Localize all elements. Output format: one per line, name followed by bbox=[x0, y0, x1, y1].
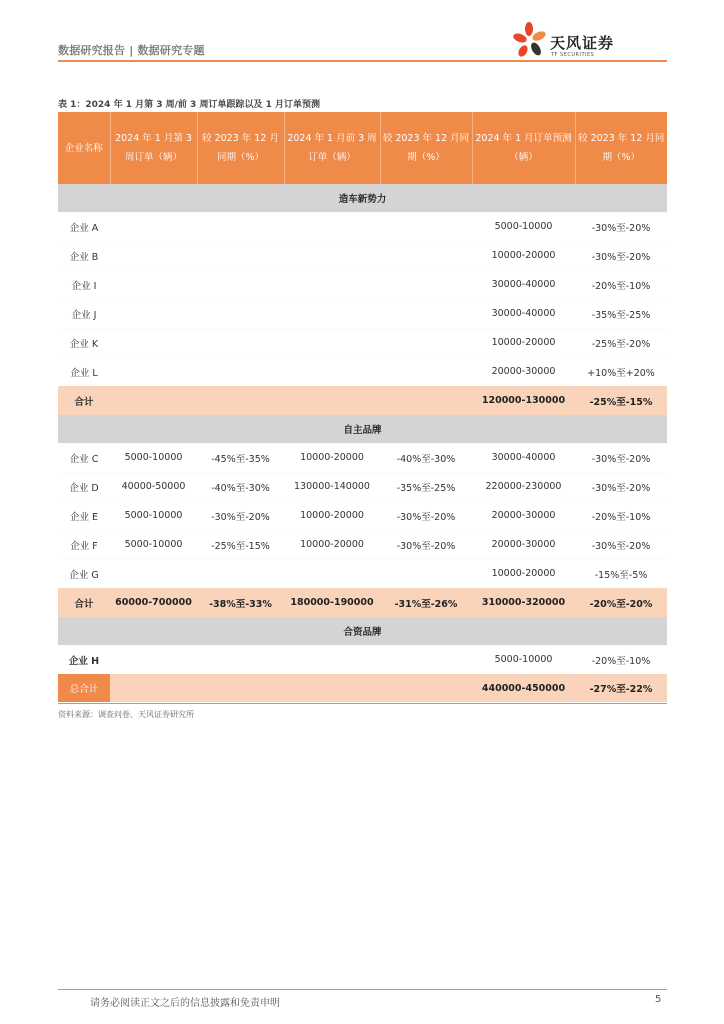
table-cell: 企业 A bbox=[58, 212, 110, 241]
column-header: 较 2023 年 12 月同期（%） bbox=[380, 112, 472, 184]
table-cell: 20000-30000 bbox=[472, 357, 575, 386]
table-cell bbox=[197, 328, 284, 357]
logo-flower-icon bbox=[510, 20, 550, 60]
table-cell bbox=[380, 241, 472, 270]
table-cell bbox=[284, 299, 380, 328]
column-header: 2024 年 1 月订单预测（辆） bbox=[472, 112, 575, 184]
table-cell: 企业 J bbox=[58, 299, 110, 328]
table-row bbox=[58, 530, 667, 559]
column-header: 较 2023 年 12 月同期（%） bbox=[197, 112, 284, 184]
table-cell: 总合计 bbox=[58, 674, 110, 702]
table-cell: -35%至-25% bbox=[575, 299, 667, 328]
table-header-row bbox=[58, 112, 667, 184]
table-cell bbox=[284, 328, 380, 357]
table-cell: 合计 bbox=[58, 386, 110, 415]
table-cell bbox=[284, 559, 380, 588]
table-cell: 企业 E bbox=[58, 501, 110, 530]
footer-disclaimer: 请务必阅读正文之后的信息披露和免责申明 bbox=[90, 998, 280, 1009]
table-cell bbox=[110, 674, 197, 702]
table-cell: 企业 C bbox=[58, 443, 110, 472]
table-cell bbox=[197, 674, 284, 702]
table-cell bbox=[197, 357, 284, 386]
table-cell: -30%至-20% bbox=[197, 501, 284, 530]
section-header-row bbox=[58, 617, 667, 645]
table-row bbox=[58, 472, 667, 501]
table-cell: 60000-700000 bbox=[110, 588, 197, 617]
table-cell bbox=[110, 357, 197, 386]
table-cell: 40000-50000 bbox=[110, 472, 197, 501]
table-cell: 企业 K bbox=[58, 328, 110, 357]
table-cell bbox=[197, 212, 284, 241]
table-cell: -20%至-10% bbox=[575, 270, 667, 299]
table-cell: -25%至-15% bbox=[575, 386, 667, 415]
table-cell: 220000-230000 bbox=[472, 472, 575, 501]
table-cell bbox=[284, 674, 380, 702]
table-row bbox=[58, 241, 667, 270]
table-cell: -45%至-35% bbox=[197, 443, 284, 472]
table-row bbox=[58, 357, 667, 386]
table-cell: -40%至-30% bbox=[380, 443, 472, 472]
table-cell bbox=[380, 212, 472, 241]
table-cell bbox=[380, 299, 472, 328]
table-cell bbox=[380, 386, 472, 415]
table-cell: 10000-20000 bbox=[472, 328, 575, 357]
table-row bbox=[58, 501, 667, 530]
table-cell: 20000-30000 bbox=[472, 501, 575, 530]
section-title: 自主品牌 bbox=[58, 415, 667, 443]
table-bottom-border bbox=[58, 703, 667, 704]
brand-logo bbox=[510, 20, 615, 60]
table-cell: 5000-10000 bbox=[472, 645, 575, 674]
table-cell: 合计 bbox=[58, 588, 110, 617]
table-cell bbox=[197, 386, 284, 415]
footer-divider bbox=[58, 989, 667, 990]
table-cell: -30%至-20% bbox=[380, 530, 472, 559]
table-cell: 企业 I bbox=[58, 270, 110, 299]
table-cell: 130000-140000 bbox=[284, 472, 380, 501]
table-row bbox=[58, 328, 667, 357]
table-cell: -25%至-15% bbox=[197, 530, 284, 559]
orders-table bbox=[58, 112, 667, 702]
table-cell: -30%至-20% bbox=[380, 501, 472, 530]
table-cell bbox=[380, 328, 472, 357]
section-title: 造车新势力 bbox=[58, 184, 667, 212]
table-caption: 表 1：2024 年 1 月第 3 周/前 3 周订单跟踪以及 1 月订单预测 bbox=[58, 100, 320, 110]
table-cell: 10000-20000 bbox=[472, 559, 575, 588]
table-cell: 440000-450000 bbox=[472, 674, 575, 702]
table-cell: -20%至-20% bbox=[575, 588, 667, 617]
table-cell: -15%至-5% bbox=[575, 559, 667, 588]
table-cell bbox=[284, 645, 380, 674]
table-cell: -20%至-10% bbox=[575, 645, 667, 674]
table-cell bbox=[380, 645, 472, 674]
logo-subtext: TF SECURITIES bbox=[551, 52, 595, 58]
table-cell bbox=[284, 357, 380, 386]
table-cell bbox=[380, 559, 472, 588]
page-number: 5 bbox=[655, 994, 662, 1005]
table-cell bbox=[197, 270, 284, 299]
table-cell bbox=[110, 299, 197, 328]
table-cell bbox=[284, 212, 380, 241]
table-cell bbox=[284, 386, 380, 415]
table-cell: -27%至-22% bbox=[575, 674, 667, 702]
table-cell bbox=[110, 328, 197, 357]
subtotal-row bbox=[58, 588, 667, 617]
table-cell bbox=[197, 559, 284, 588]
table-cell: 30000-40000 bbox=[472, 443, 575, 472]
table-cell bbox=[380, 270, 472, 299]
table-cell: -30%至-20% bbox=[575, 530, 667, 559]
table-cell: -30%至-20% bbox=[575, 472, 667, 501]
table-cell bbox=[110, 270, 197, 299]
table-cell: 5000-10000 bbox=[110, 530, 197, 559]
table-cell: 180000-190000 bbox=[284, 588, 380, 617]
table-cell: +10%至+20% bbox=[575, 357, 667, 386]
table-cell: 10000-20000 bbox=[284, 530, 380, 559]
table-cell: -40%至-30% bbox=[197, 472, 284, 501]
column-header: 2024 年 1 月第 3 周订单（辆） bbox=[110, 112, 197, 184]
column-header: 较 2023 年 12 月同期（%） bbox=[575, 112, 667, 184]
table-cell: 10000-20000 bbox=[472, 241, 575, 270]
table-cell: 企业 B bbox=[58, 241, 110, 270]
table-cell: -35%至-25% bbox=[380, 472, 472, 501]
table-cell bbox=[110, 645, 197, 674]
table-cell: -25%至-20% bbox=[575, 328, 667, 357]
table-cell: 5000-10000 bbox=[110, 443, 197, 472]
table-cell bbox=[110, 241, 197, 270]
table-cell bbox=[284, 241, 380, 270]
table-cell: 310000-320000 bbox=[472, 588, 575, 617]
table-cell bbox=[380, 674, 472, 702]
section-header-row bbox=[58, 184, 667, 212]
table-row bbox=[58, 270, 667, 299]
table-cell: 30000-40000 bbox=[472, 270, 575, 299]
table-row bbox=[58, 645, 667, 674]
table-cell: -38%至-33% bbox=[197, 588, 284, 617]
table-cell bbox=[110, 559, 197, 588]
table-cell: 10000-20000 bbox=[284, 501, 380, 530]
table-cell: -20%至-10% bbox=[575, 501, 667, 530]
table-cell: 企业 F bbox=[58, 530, 110, 559]
table-cell: 20000-30000 bbox=[472, 530, 575, 559]
table-cell: 120000-130000 bbox=[472, 386, 575, 415]
header-title: 数据研究报告 | 数据研究专题 bbox=[58, 44, 205, 57]
table-row bbox=[58, 443, 667, 472]
table-cell bbox=[110, 386, 197, 415]
column-header: 2024 年 1 月前 3 周订单（辆） bbox=[284, 112, 380, 184]
table-cell: -30%至-20% bbox=[575, 241, 667, 270]
table-cell bbox=[380, 357, 472, 386]
table-cell: -30%至-20% bbox=[575, 212, 667, 241]
table-cell: 企业 H bbox=[58, 645, 110, 674]
table-cell: 5000-10000 bbox=[472, 212, 575, 241]
table-cell: -31%至-26% bbox=[380, 588, 472, 617]
section-title: 合资品牌 bbox=[58, 617, 667, 645]
table-cell: -30%至-20% bbox=[575, 443, 667, 472]
section-header-row bbox=[58, 415, 667, 443]
table-row bbox=[58, 559, 667, 588]
table-cell bbox=[197, 645, 284, 674]
table-cell: 10000-20000 bbox=[284, 443, 380, 472]
logo-text: 天风证券 bbox=[550, 34, 615, 52]
table-cell bbox=[110, 212, 197, 241]
header-divider bbox=[58, 60, 667, 62]
table-row bbox=[58, 299, 667, 328]
table-cell: 5000-10000 bbox=[110, 501, 197, 530]
table-cell bbox=[284, 270, 380, 299]
table-cell: 30000-40000 bbox=[472, 299, 575, 328]
column-header: 企业名称 bbox=[58, 112, 110, 184]
table-cell bbox=[197, 241, 284, 270]
table-cell bbox=[197, 299, 284, 328]
table-cell: 企业 L bbox=[58, 357, 110, 386]
table-cell: 企业 G bbox=[58, 559, 110, 588]
subtotal-row bbox=[58, 386, 667, 415]
data-source-note: 资料来源：调查问卷、天风证券研究所 bbox=[58, 710, 194, 719]
table-cell: 企业 D bbox=[58, 472, 110, 501]
table-row bbox=[58, 212, 667, 241]
grand-total-row bbox=[58, 674, 667, 702]
